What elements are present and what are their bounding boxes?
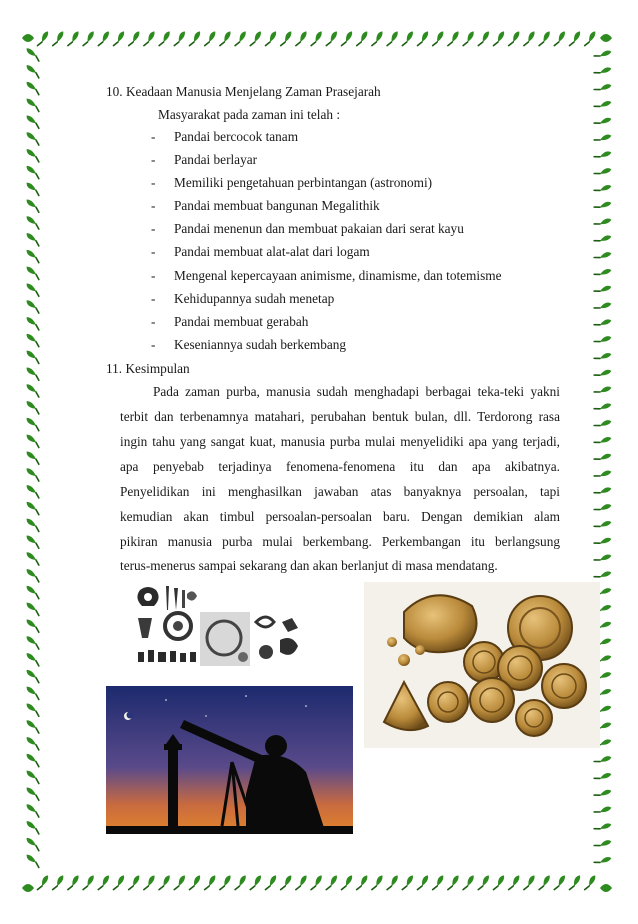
list-dash: - (151, 175, 156, 190)
section-10-intro: Masyarakat pada zaman ini telah : (158, 107, 341, 122)
list-dash: - (151, 152, 156, 167)
artifacts-image (132, 582, 304, 668)
list-item: Pandai membuat gerabah (174, 314, 309, 329)
paragraph-line: terus-menerus sampai sekarang dan akan berlanjut di masa mendatang. (120, 558, 498, 573)
section-11-heading: 11. Kesimpulan (106, 361, 190, 376)
list-item: Pandai bercocok tanam (174, 129, 299, 144)
list-dash: - (151, 337, 156, 352)
list-item: Mengenal kepercayaan animisme, dinamisme, dan totemisme (174, 268, 502, 283)
list-dash: - (151, 268, 156, 283)
telescope-image (106, 686, 353, 834)
section-10-heading: 10. Keadaan Manusia Menjelang Zaman Prasejarah (106, 84, 381, 99)
paragraph-line: pikiran manusia purba mulai berkembang. Perkembangan itu berlangsung (120, 534, 560, 549)
paragraph-line: kemudian akan timbul persoalan-persoalan baru. Dengan demikian alam (120, 509, 560, 524)
paragraph-line: ingin tahu yang sangat kuat, manusia purba mulai menyelidiki apa yang terjadi, (120, 434, 560, 449)
list-item: Keseniannya sudah berkembang (174, 337, 347, 352)
list-dash: - (151, 129, 156, 144)
list-dash: - (151, 244, 156, 259)
list-item: Kehidupannya sudah menetap (174, 291, 335, 306)
paragraph-line: terbit dan terbenamnya matahari, perubahan bentuk bulan, dll. Terdorong rasa (120, 409, 560, 424)
list-item: Pandai membuat alat-alat dari logam (174, 244, 370, 259)
list-dash: - (151, 314, 156, 329)
list-dash: - (151, 221, 156, 236)
list-item: Memiliki pengetahuan perbintangan (astronomi) (174, 175, 433, 190)
gold-coins-image (364, 582, 600, 748)
list-item: Pandai menenun dan membuat pakaian dari serat kayu (174, 221, 464, 236)
list-dash: - (151, 291, 156, 306)
list-item: Pandai membuat bangunan Megalithik (174, 198, 380, 213)
list-item: Pandai berlayar (174, 152, 258, 167)
paragraph-line: Penyelidikan ini menghasilkan jawaban atas banyaknya persoalan, tapi (120, 484, 560, 499)
paragraph-line: apa penyebab terjadinya fenomena-fenomena itu dan apa akibatnya. (120, 459, 560, 474)
paragraph-line: Pada zaman purba, manusia sudah menghadapi berbagai teka-teki yakni (153, 384, 560, 399)
list-dash: - (151, 198, 156, 213)
